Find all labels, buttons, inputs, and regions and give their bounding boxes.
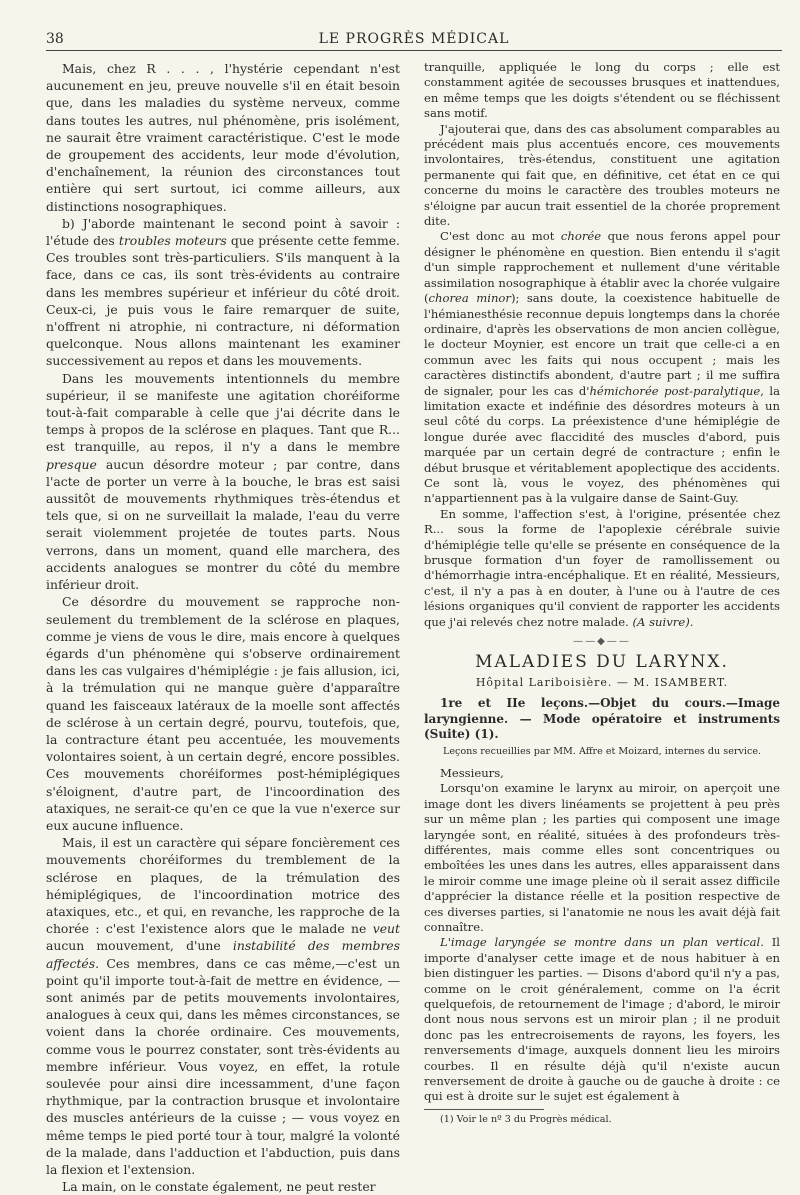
section-title: MALADIES DU LARYNX. (475, 652, 729, 673)
running-title: LE PROGRÈS MÉDICAL (318, 31, 510, 47)
footnote-divider (424, 1109, 544, 1110)
paragraph: L'image laryngée se montre dans un plan vertical. Il importe d'analyser cette image et de nous habituer à en bien distinguer les parties. — Disons d'abord qu'il n'y a pas, comme on le croit généralement, comme on l'a écrit quelquefois, de retournement de l'image ; d'abord, le miroir dont nous nous servons est un miroir plan ; il ne produit donc pas les entrecroisements de rayons, les foyers, les renversements d'image, auxquels donnent lieu les miroirs courbes. Il en résulte déjà qu'il n'existe aucun renversement de droite à gauche ou de gauche à droite : ce qui est à droite sur le sujet est également à (424, 935, 781, 1104)
paragraph: Dans les mouvements intentionnels du membre supérieur, il se manifeste une agitation choréiforme tout-à-fait comparable à celle que j'ai décrite dans le temps à propos de la sclérose en plaques. Tant que R... est tranquille, au repos, il n'y a dans le membre presque aucun désordre moteur ; par contre, dans l'acte de porter un verre à la bouche, le bras est saisi aussitôt de mouvements rhythmiques très-étendus et tels que, si on ne surveillait la malade, l'eau du verre serait violemment projetée de toutes parts. Nous verrons, dans un moment, quand elle marchera, des accidents analogues se montrer du côté du membre inférieur droit. (46, 370, 400, 593)
paragraph: Ce désordre du mouvement se rapproche non-seulement du tremblement de la sclérose en plaques, comme je viens de vous le dire, mais encore à quelques égards d'un phénomène qui s'observe ordinairement dans les cas vulgaires d'hémiplégie : je fais allusion, ici, à la trémulation qui ne manque guère d'apparaître quand les faisceaux latéraux de la moelle sont affectés de sclérose à un certain degré, pourvu, toutefois, que, la contracture étant peu accentuée, les mouvements volontaires soient, à un certain degré, encore possibles. Ces mouvements choréiformes post-hémiplégiques s'éloignent, d'autre part, de l'incoordination des ataxiques, ne serait-ce qu'en ce que la vue n'exerce sur eux aucune influence. (46, 594, 400, 833)
page-number: 38 (46, 31, 64, 47)
lecture-title: 1re et IIe leçons.—Objet du cours.—Image laryngienne. — Mode opératoire et instruments (Suite) (1). (424, 696, 780, 742)
hospital-line: Hôpital Lariboisière. — M. ISAMBERT. (475, 675, 729, 689)
paragraph: Lorsqu'on examine le larynx au miroir, on aperçoit une image dont les divers linéaments se projettent à peu près sur un même plan ; les parties qui composent une image laryngée sont, en réalité, situées à des profondeurs très-différentes, mais comme elles sont concentriques ou emboîtées les unes dans les autres, elles apparaissent dans le miroir comme une image pleine où il serait assez difficile d'apprécier la distance réelle et la position respective de ces diverses parties, si l'anatomie ne nous les avait déjà fait connaître. (424, 781, 780, 934)
paragraph: Mais, chez R . . . , l'hystérie cependant n'est aucunement en jeu, preuve nouvelle s'il en était besoin que, dans les maladies du système nerveux, comme dans toutes les autres, nul phénomène, pris isolément, ne saurait être vraiment caractéristique. C'est le mode de groupement des accidents, leur mode d'évolution, d'enchaînement, la réunion des circonstances tout entière qui sert surtout, ici comme ailleurs, aux distinctions nosographiques. (46, 61, 400, 214)
paragraph: tranquille, appliquée le long du corps ; elle est constamment agitée de secousses brusques et inattendues, en même temps que les doigts s'étendent ou se fléchissent sans motif. (424, 60, 780, 121)
page-header (46, 28, 782, 51)
paragraph: C'est donc au mot chorée que nous ferons appel pour désigner le phénomène en question. Bien entendu il s'agit d'un simple rapprochement et nullement d'une véritable assimilation nosographique à établir avec la chorée vulgaire (chorea minor); sans doute, la coexistence habituelle de l'hémianesthésie reconnue depuis longtemps dans la chorée ordinaire, d'après les observations de mon ancien collègue, le docteur Moynier, est encore un trait que celle-ci a en commun avec les faits qui nous occupent ; mais les caractères distinctifs abondent, d'autre part ; il me suffira de signaler, pour les cas d'hémichorée post-paralytique, la limitation exacte et indéfinie des désordres moteurs à un seul côté du corps. La préexistence d'une hémiplégie de longue durée avec flaccidité des muscles d'abord, puis marquée par un certain degré de contracture ; enfin le début brusque et véritablement apoplectique des accidents. Ce sont là, vous le voyez, des phénomènes qui n'appartiennent pas à la vulgaire danse de Saint-Guy. (424, 229, 780, 506)
left-column (46, 60, 400, 1195)
paragraph: En somme, l'affection s'est, à l'origine, présentée chez R... sous la forme de l'apoplexie cérébrale suivie d'hémiplégie telle qu'elle se présente en conséquence de la brusque formation d'un foyer de ramollissement ou d'hémorrhagie intra-encéphalique. Et en réalité, Messieurs, c'est, il n'y a pas à en douter, à l'une ou à l'autre de ces lésions organiques qu'il convient de rapporter les accidents que j'ai relevés chez notre malade. (A suivre). (424, 506, 780, 629)
right-column (424, 60, 780, 1127)
to-be-continued: (A suivre). (632, 614, 694, 629)
footnote: (1) Voir le nº 3 du Progrès médical. (440, 1113, 612, 1125)
paragraph: Mais, il est un caractère qui sépare foncièrement ces mouvements choréiformes du tremblement de la sclérose en plaques, de la trémulation des hémiplégiques, de l'incoordination motrice des ataxiques, etc., et qui, en revanche, les rapproche de la chorée : c'est l'existence alors que le malade ne veut aucun mouvement, d'une instabilité des membres affectés. Ces membres, dans ce cas même,—c'est un point qu'il importe tout-à-fait de mettre en évidence, — sont animés par de petits mouvements involontaires, analogues à ceux qui, dans les mêmes circonstances, se voient dans la chorée ordinaire. Ces mouvements, comme vous le pourrez constater, sont très-évidents au membre inférieur. Vous voyez, en effet, la rotule soulevée pour ainsi dire incessamment, d'une façon rhythmique, par la contraction brusque et involontaire des muscles antérieurs de la cuisse ; — vous voyez en même temps le pied porté tour à tour, malgré la volonté de la malade, dans l'adduction et l'abduction, puis dans la flexion et l'extension. (46, 835, 400, 1177)
paragraph: La main, on le constate également, ne peut rester (62, 1179, 376, 1195)
salutation: Messieurs, (440, 765, 504, 780)
paragraph: b) J'aborde maintenant le second point à savoir : l'étude des troubles moteurs que présente cette femme. Ces troubles sont très-particuliers. S'ils manquent à la face, dans ce cas, ils sont très-évidents au contraire dans les membres supérieur et inférieur du côté droit. Ceux-ci, je puis vous le faire remarquer de suite, n'offrent ni atrophie, ni contracture, ni déformation quelconque. Nous allons maintenant les examiner successivement au repos et dans les mouvements. (46, 215, 400, 369)
credits-line: Leçons recueillies par MM. Affre et Moizard, internes du service. (442, 746, 762, 758)
section-divider-ornament: ——◆—— (573, 636, 631, 648)
paragraph: J'ajouterai que, dans des cas absolument comparables au précédent mais plus accentués encore, ces mouvements involontaires, très-étendus, constituent une agitation permanente qui fait que, en définitive, cet état en ce qui concerne du moins le caractère des troubles moteurs ne s'éloigne par aucun trait essentiel de la chorée proprement dite. (424, 121, 780, 229)
